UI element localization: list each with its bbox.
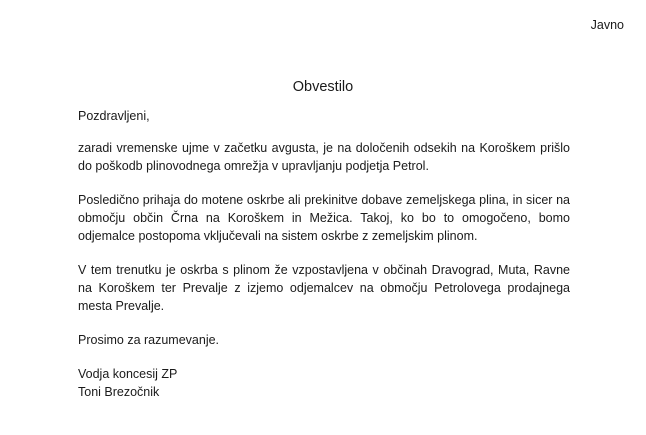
- signature-name: Toni Brezočnik: [78, 385, 160, 399]
- document-title: Obvestilo: [292, 79, 354, 95]
- paragraph-damage: zaradi vremenske ujme v začetku avgusta, je na določenih odsekih na Koroškem prišlo do poškodb plinovodnega omrežja v upravljanju podjetja Petrol.: [78, 141, 570, 173]
- document-body: [78, 107, 570, 401]
- signature-block: [78, 365, 570, 401]
- classification-label: Javno: [590, 18, 624, 32]
- signature-role: Vodja koncesij ZP: [78, 367, 178, 381]
- greeting: Pozdravljeni,: [78, 109, 150, 123]
- paragraph-supply-disruption: Posledično prihaja do motene oskrbe ali prekinitve dobave zemeljskega plina, in sicer na območju občin Črna na Koroškem in Mežica. Takoj, ko bo to omogočeno, bomo odjemalce postopoma vključevali na sistem oskrbe z zemeljskim plinom.: [78, 193, 570, 243]
- paragraph-supply-restored: V tem trenutku je oskrba s plinom že vzpostavljena v občinah Dravograd, Muta, Ravne na Koroškem ter Prevalje z izjemo odjemalcev na območju Petrolovega prodajnega mesta Prevalje.: [78, 263, 570, 313]
- closing-line: Prosimo za razumevanje.: [78, 333, 220, 347]
